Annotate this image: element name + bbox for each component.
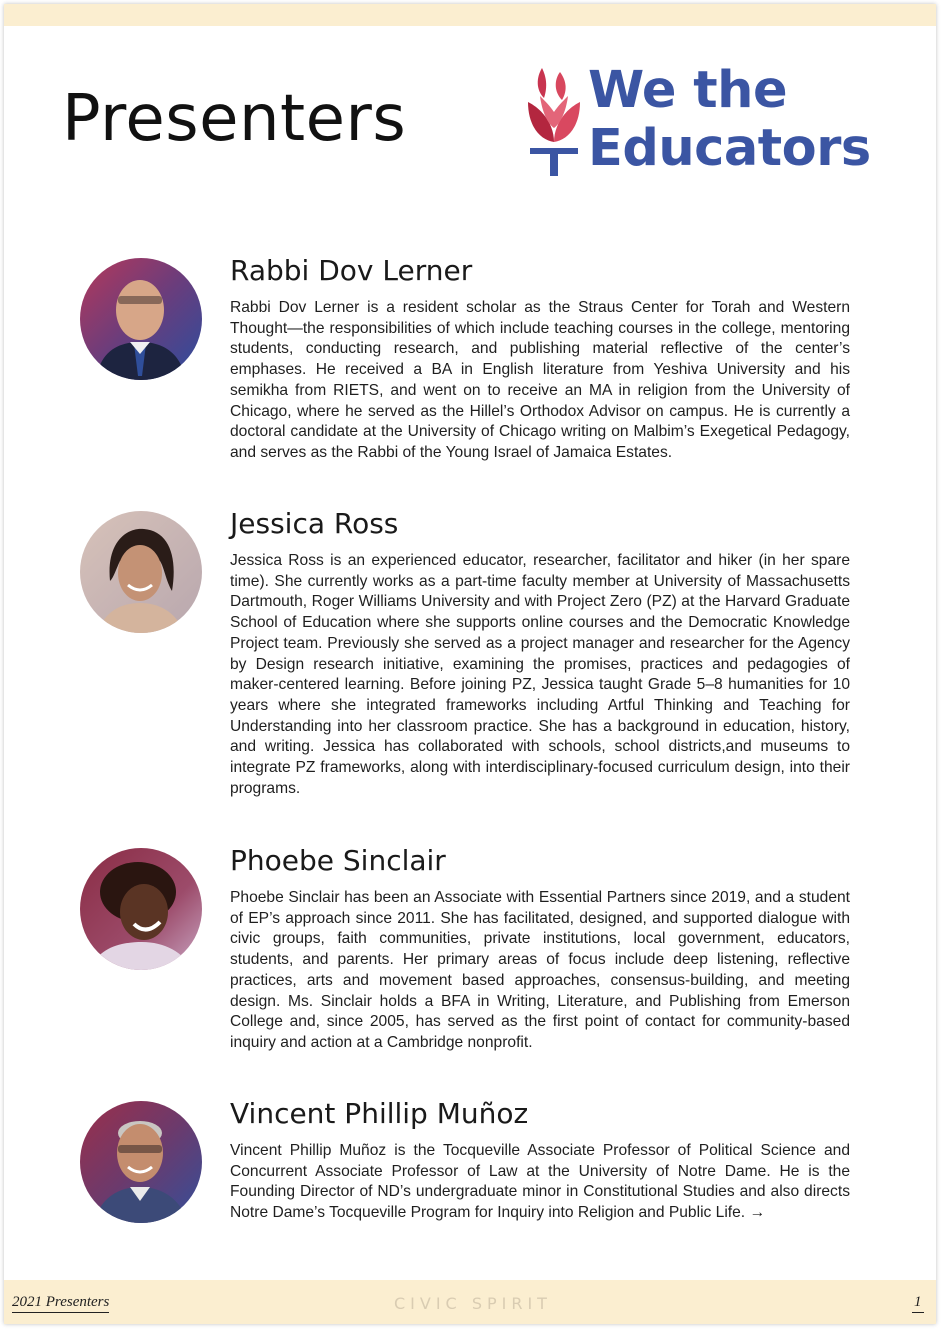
portrait-photo	[80, 258, 202, 380]
logo-line-1: We the	[588, 61, 788, 120]
tulip-logo-icon	[524, 62, 584, 182]
presenter-bio: Rabbi Dov Lerner is a resident scholar as the Straus Center for Torah and Western Thought—the responsibilities of which include teaching courses in the college, mentoring students, conducting research, and publishing material reflective of the center’s emphases. He received a BA in English literature from Yeshiva University and his semikha from RIETS, and went on to receive an MA in religion from the University of Chicago, where he served as the Hillel’s Orthodox Advisor on campus. He is currently a doctoral candidate at the University of Chicago writing on Malbim’s Exegetical Pedagogy, and serves as the Rabbi of the Young Israel of Jamaica Estates.	[230, 299, 850, 461]
avatar	[80, 511, 202, 633]
logo-line-2: Educators	[588, 119, 871, 178]
page-title: Presenters	[62, 82, 407, 156]
avatar	[80, 1101, 202, 1223]
portrait-photo	[80, 848, 202, 970]
page-number: 1	[912, 1294, 924, 1313]
footer-watermark: CIVIC SPIRIT	[394, 1294, 552, 1313]
we-the-educators-logo	[524, 62, 904, 182]
presenter-name: Phoebe Sinclair	[230, 844, 446, 877]
presenter-bio: Phoebe Sinclair has been an Associate with Essential Partners since 2019, and a student of EP’s approach since 2011. She has facilitated, designed, and supported dialogue with civic groups, faith communities, private institutions, local government, educators, students, and parents. Her primary areas of focus include deep listening, reflective practices, arts and movement based approaches, consensus-building, and meeting design. Ms. Sinclair holds a BFA in Writing, Literature, and Publishing from Emerson College and, since 2005, has served as the first point of contact for community-based inquiry and action at a Cambridge nonprofit.	[230, 889, 850, 1051]
presenter-bio: Vincent Phillip Muñoz is the Tocqueville Associate Professor of Political Science and Concurrent Associate Professor of Law at the University of Notre Dame. He is the Founding Director of ND’s undergraduate minor in Constitutional Studies and also directs Notre Dame’s Tocqueville Program for Inquiry into Religion and Public Life. →	[230, 1142, 850, 1222]
footer-document-label: 2021 Presenters	[12, 1294, 109, 1313]
avatar	[80, 258, 202, 380]
portrait-photo	[80, 511, 202, 633]
presenter-name: Jessica Ross	[230, 507, 399, 540]
document-page	[4, 4, 936, 1324]
presenter-bio: Jessica Ross is an experienced educator, researcher, facilitator and hiker (in her spare time). She currently works as a part-time faculty member at University of Massachusetts Dartmouth, Roger Williams University and with Project Zero (PZ) at the Harvard Graduate School of Education where she supports online courses and the Democratic Knowledge Project team. Previously she served as a project manager and researcher for the Agency by Design research initiative, examining the promises, practices and pedagogies of maker-centered learning. Before joining PZ, Jessica taught Grade 5–8 humanities for 10 years where she integrated frameworks including Artful Thinking and Teaching for Understanding into her classroom practice. She has a background in education, history, and writing. Jessica has collaborated with schools, school districts,and museums to integrate PZ frameworks, along with interdisciplinary-focused curriculum design, into their programs.	[230, 552, 850, 797]
portrait-photo	[80, 1101, 202, 1223]
presenter-name: Rabbi Dov Lerner	[230, 254, 473, 287]
top-band	[4, 4, 936, 26]
avatar	[80, 848, 202, 970]
presenter-name: Vincent Phillip Muñoz	[230, 1097, 529, 1130]
